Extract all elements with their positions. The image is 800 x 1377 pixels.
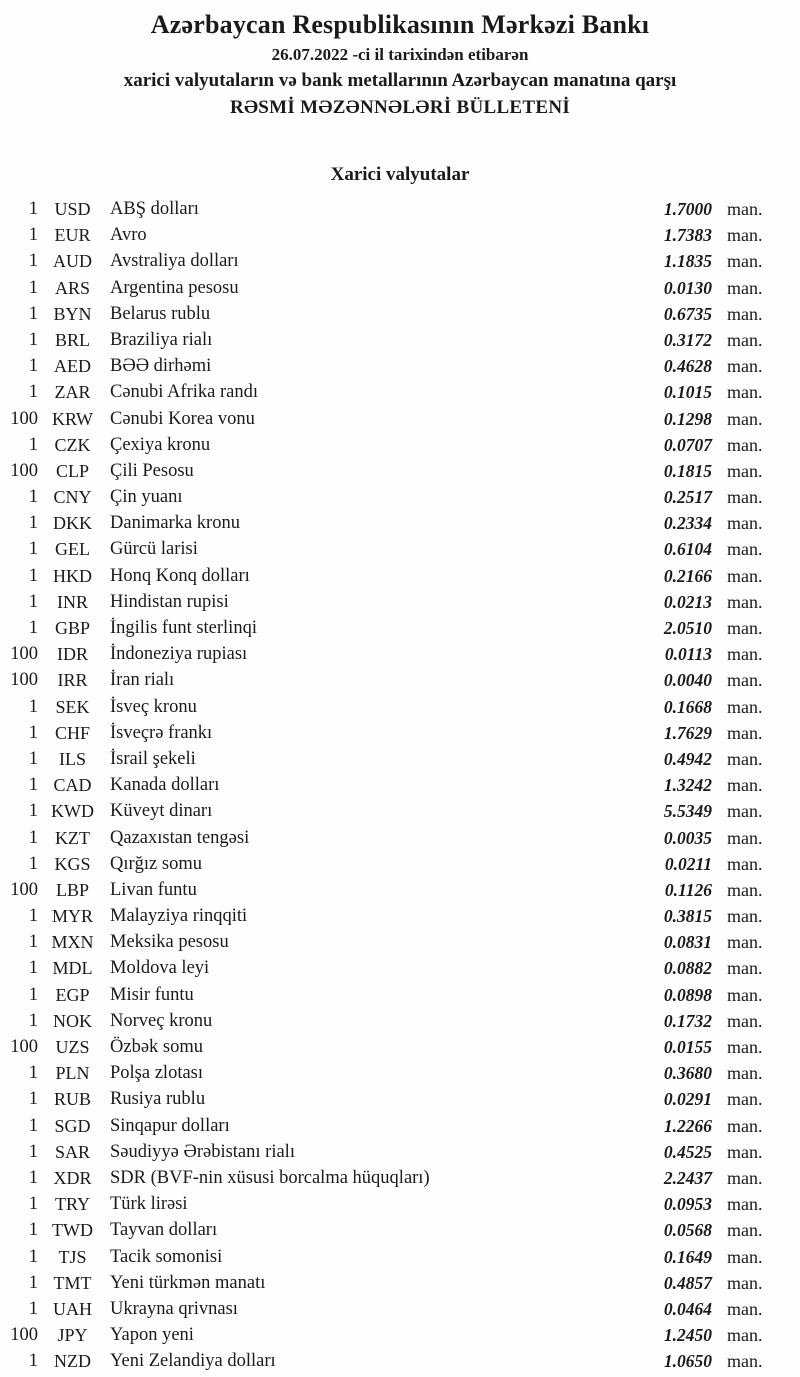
- currency-name: Çexiya kronu: [110, 434, 211, 455]
- currency-code: CHF: [54, 722, 90, 743]
- table-row: [0, 982, 800, 1008]
- unit-label: man.: [727, 434, 763, 455]
- currency-name: Danimarka kronu: [110, 513, 240, 534]
- table-row: [0, 1086, 800, 1112]
- currency-name: İsveçrə frankı: [110, 722, 213, 743]
- quantity-cell: 1: [28, 251, 38, 272]
- quantity-cell: 1: [28, 748, 38, 769]
- currency-name: Qazaxıstan tengəsi: [110, 827, 250, 848]
- unit-label: man.: [727, 329, 763, 350]
- table-row: [0, 510, 800, 536]
- table-row: [0, 877, 800, 903]
- rate-value: 1.3242: [663, 775, 712, 796]
- quantity-cell: 1: [28, 801, 38, 822]
- unit-label: man.: [727, 1194, 763, 1215]
- unit-label: man.: [727, 906, 763, 927]
- unit-label: man.: [727, 801, 763, 822]
- unit-label: man.: [727, 618, 763, 638]
- rate-value: 0.3815: [663, 906, 712, 927]
- table-row: [0, 851, 800, 877]
- rate-value: 0.1668: [663, 696, 712, 717]
- rate-value: 0.1732: [663, 1010, 712, 1031]
- rate-value: 1.7383: [663, 225, 712, 246]
- currency-code: BRL: [54, 329, 90, 350]
- rate-value: 0.0291: [663, 1089, 712, 1110]
- unit-label: man.: [727, 775, 763, 796]
- unit-label: man.: [727, 303, 763, 324]
- table-row: [0, 1348, 800, 1374]
- quantity-cell: 1: [28, 199, 38, 219]
- currency-code: NZD: [54, 1351, 91, 1372]
- currency-name: Cənubi Korea vonu: [110, 408, 255, 429]
- currency-name: Hindistan rupisi: [110, 591, 229, 612]
- currency-code: MYR: [51, 906, 93, 927]
- rate-value: 1.7000: [663, 199, 712, 219]
- quantity-cell: 1: [28, 853, 38, 874]
- currency-name: Rusiya rublu: [110, 1089, 206, 1110]
- rate-value: 0.0035: [663, 827, 712, 848]
- quantity-cell: 1: [28, 932, 38, 953]
- currency-name: BƏƏ dirhəmi: [110, 356, 212, 377]
- table-row: [0, 196, 800, 222]
- currency-code: ZAR: [54, 382, 91, 403]
- quantity-cell: 1: [28, 696, 38, 717]
- quantity-cell: 1: [28, 1220, 38, 1241]
- currency-code: KRW: [51, 408, 93, 429]
- currency-code: PLN: [55, 1063, 90, 1084]
- quantity-cell: 1: [28, 1298, 38, 1319]
- quantity-cell: 1: [28, 958, 38, 979]
- rate-value: 0.0211: [664, 853, 712, 874]
- unit-label: man.: [727, 513, 763, 534]
- unit-label: man.: [727, 1115, 763, 1136]
- unit-label: man.: [727, 1037, 763, 1057]
- currency-name: Avstraliya dolları: [110, 251, 239, 272]
- unit-label: man.: [727, 1325, 763, 1346]
- quantity-cell: 100: [10, 460, 38, 481]
- table-row: [0, 1139, 800, 1165]
- table-row: [0, 1034, 800, 1060]
- currency-code: UZS: [55, 1037, 90, 1057]
- currency-name: Yeni Zelandiya dolları: [110, 1351, 276, 1372]
- quantity-cell: 1: [28, 827, 38, 848]
- unit-label: man.: [727, 696, 763, 717]
- currency-code: SAR: [54, 1141, 90, 1162]
- bulletin-date: 26.07.2022 -ci il tarixindən etibarən: [271, 45, 529, 64]
- currency-code: AUD: [53, 251, 92, 272]
- unit-label: man.: [727, 670, 763, 691]
- currency-code: XDR: [53, 1167, 92, 1188]
- table-row: [0, 275, 800, 301]
- quantity-cell: 1: [28, 1246, 38, 1267]
- table-row: [0, 1008, 800, 1034]
- currency-name: İsveç kronu: [110, 696, 197, 717]
- unit-label: man.: [727, 853, 763, 874]
- currency-code: DKK: [53, 513, 92, 534]
- currency-code: IRR: [57, 670, 88, 691]
- rate-value: 0.0707: [663, 434, 712, 455]
- unit-label: man.: [727, 382, 763, 403]
- currency-name: Sinqapur dolları: [110, 1115, 230, 1136]
- rate-value: 0.0464: [663, 1298, 712, 1319]
- quantity-cell: 1: [28, 303, 38, 324]
- quantity-cell: 100: [10, 408, 38, 429]
- table-row: [0, 1165, 800, 1191]
- rate-value: 0.1815: [663, 460, 712, 481]
- currency-name: İsrail şekeli: [110, 748, 196, 769]
- currency-code: BYN: [53, 303, 92, 324]
- quantity-cell: 100: [10, 1325, 38, 1346]
- unit-label: man.: [727, 827, 763, 848]
- rate-value: 0.0040: [663, 670, 712, 691]
- currency-code: SEK: [55, 696, 90, 717]
- table-row: [0, 536, 800, 562]
- unit-label: man.: [727, 879, 763, 900]
- currency-code: CLP: [55, 460, 89, 481]
- currency-name: Küveyt dinarı: [110, 801, 213, 822]
- currency-code: GBP: [54, 618, 90, 638]
- currency-name: ABŞ dolları: [110, 199, 199, 219]
- currency-code: MDL: [52, 958, 93, 979]
- rate-value: 0.0568: [663, 1220, 712, 1241]
- table-row: [0, 615, 800, 641]
- currency-code: USD: [54, 199, 91, 219]
- currency-code: SGD: [54, 1115, 91, 1136]
- currency-name: Argentina pesosu: [110, 277, 239, 298]
- table-row: [0, 589, 800, 615]
- quantity-cell: 100: [10, 1037, 38, 1057]
- table-row: [0, 825, 800, 851]
- table-row: [0, 1322, 800, 1348]
- quantity-cell: 1: [28, 1194, 38, 1215]
- unit-label: man.: [727, 225, 763, 246]
- table-row: [0, 248, 800, 274]
- unit-label: man.: [727, 591, 763, 612]
- table-row: [0, 379, 800, 405]
- quantity-cell: 1: [28, 1167, 38, 1188]
- currency-name: Livan funtu: [110, 879, 197, 900]
- rate-value: 0.6735: [663, 303, 712, 324]
- currency-code: RUB: [53, 1089, 91, 1110]
- currency-code: NOK: [53, 1010, 92, 1031]
- table-row: [0, 563, 800, 589]
- currency-name: Qırğız somu: [110, 853, 202, 874]
- currency-code: TMT: [53, 1272, 92, 1293]
- currency-code: EGP: [55, 984, 90, 1005]
- quantity-cell: 1: [28, 906, 38, 927]
- currency-name: Norveç kronu: [110, 1010, 213, 1031]
- unit-label: man.: [727, 958, 763, 979]
- quantity-cell: 1: [28, 775, 38, 796]
- table-row: [0, 798, 800, 824]
- currency-code: MXN: [51, 932, 94, 953]
- rate-value: 0.0113: [664, 644, 712, 665]
- currency-name: Türk lirəsi: [110, 1194, 188, 1215]
- rate-value: 5.5349: [663, 801, 712, 822]
- rate-value: 0.4628: [663, 356, 712, 377]
- currency-name: Yeni türkmən manatı: [110, 1272, 266, 1293]
- unit-label: man.: [727, 487, 763, 508]
- quantity-cell: 1: [28, 487, 38, 508]
- bulletin-header: [0, 0, 800, 122]
- table-row: [0, 1296, 800, 1322]
- unit-label: man.: [727, 1272, 763, 1293]
- rate-value: 0.1126: [664, 879, 712, 900]
- unit-label: man.: [727, 251, 763, 272]
- unit-label: man.: [727, 644, 763, 665]
- quantity-cell: 1: [28, 513, 38, 534]
- table-row: [0, 301, 800, 327]
- rate-value: 0.0213: [663, 591, 712, 612]
- table-row: [0, 1217, 800, 1243]
- unit-label: man.: [727, 748, 763, 769]
- rate-value: 1.0650: [663, 1351, 712, 1372]
- currency-name: Kanada dolları: [110, 775, 220, 796]
- currency-name: Tacik somonisi: [110, 1246, 223, 1267]
- currency-name: Moldova leyi: [110, 958, 210, 979]
- quantity-cell: 1: [28, 1141, 38, 1162]
- currency-code: HKD: [53, 565, 92, 586]
- currency-name: Meksika pesosu: [110, 932, 229, 953]
- bulletin-subtitle: xarici valyutaların və bank metallarının Azərbaycan manatına qarşı: [123, 70, 677, 91]
- currency-name: Malayziya rinqqiti: [110, 906, 248, 927]
- unit-label: man.: [727, 277, 763, 298]
- currency-code: AED: [54, 356, 91, 377]
- unit-label: man.: [727, 1141, 763, 1162]
- rate-value: 0.1298: [663, 408, 712, 429]
- quantity-cell: 1: [28, 591, 38, 612]
- currency-name: Yapon yeni: [110, 1325, 194, 1346]
- unit-label: man.: [727, 1089, 763, 1110]
- currency-name: Polşa zlotası: [110, 1063, 204, 1084]
- quantity-cell: 1: [28, 722, 38, 743]
- currency-name: İran rialı: [110, 670, 175, 691]
- quantity-cell: 100: [10, 670, 38, 691]
- rate-value: 0.6104: [663, 539, 712, 560]
- table-row: [0, 484, 800, 510]
- currency-name: Honq Konq dolları: [110, 565, 250, 586]
- quantity-cell: 1: [28, 382, 38, 403]
- currency-code: KGS: [54, 853, 91, 874]
- currency-code: INR: [57, 591, 88, 612]
- rate-value: 0.3680: [663, 1063, 712, 1084]
- quantity-cell: 1: [28, 1063, 38, 1084]
- currency-name: İngilis funt sterlinqi: [110, 618, 257, 638]
- rate-value: 0.0953: [663, 1194, 712, 1215]
- rate-value: 0.4942: [663, 748, 712, 769]
- quantity-cell: 1: [28, 225, 38, 246]
- currency-table: [0, 196, 800, 1374]
- unit-label: man.: [727, 565, 763, 586]
- table-row: [0, 222, 800, 248]
- table-row: [0, 1060, 800, 1086]
- currency-code: TWD: [52, 1220, 93, 1241]
- table-row: [0, 432, 800, 458]
- quantity-cell: 1: [28, 539, 38, 560]
- quantity-cell: 100: [10, 644, 38, 665]
- table-row: [0, 903, 800, 929]
- currency-name: Səudiyyə Ərəbistanı rialı: [110, 1141, 295, 1162]
- currency-code: CZK: [54, 434, 91, 455]
- rate-value: 0.0831: [663, 932, 712, 953]
- unit-label: man.: [727, 1351, 763, 1372]
- table-row: [0, 1113, 800, 1139]
- currency-name: İndoneziya rupiası: [110, 644, 248, 665]
- table-row: [0, 458, 800, 484]
- rate-value: 0.3172: [663, 329, 712, 350]
- rate-value: 0.1649: [663, 1246, 712, 1267]
- currency-name: Çin yuanı: [110, 487, 183, 508]
- rate-value: 1.1835: [663, 251, 712, 272]
- quantity-cell: 1: [28, 329, 38, 350]
- currency-name: Cənubi Afrika randı: [110, 382, 258, 403]
- unit-label: man.: [727, 932, 763, 953]
- rate-value: 0.2334: [663, 513, 712, 534]
- unit-label: man.: [727, 539, 763, 560]
- quantity-cell: 1: [28, 1010, 38, 1031]
- currency-name: SDR (BVF-nin xüsusi borcalma hüquqları): [110, 1167, 430, 1188]
- rate-value: 0.0898: [663, 984, 712, 1005]
- currency-name: Çili Pesosu: [110, 460, 194, 481]
- quantity-cell: 1: [28, 1089, 38, 1110]
- table-row: [0, 1270, 800, 1296]
- table-row: [0, 955, 800, 981]
- table-row: [0, 667, 800, 693]
- quantity-cell: 1: [28, 356, 38, 377]
- table-row: [0, 641, 800, 667]
- table-row: [0, 327, 800, 353]
- unit-label: man.: [727, 1010, 763, 1031]
- table-row: [0, 353, 800, 379]
- quantity-cell: 1: [28, 984, 38, 1005]
- currency-code: IDR: [57, 644, 88, 665]
- unit-label: man.: [727, 408, 763, 429]
- currency-code: TRY: [54, 1194, 90, 1215]
- currency-name: Özbək somu: [110, 1037, 203, 1057]
- currency-code: TJS: [58, 1246, 87, 1267]
- unit-label: man.: [727, 1246, 763, 1267]
- rate-value: 0.0155: [663, 1037, 712, 1057]
- table-row: [0, 746, 800, 772]
- unit-label: man.: [727, 1167, 763, 1188]
- currency-name: Braziliya rialı: [110, 329, 213, 350]
- rate-value: 1.2450: [663, 1325, 712, 1346]
- quantity-cell: 1: [28, 434, 38, 455]
- currency-name: Tayvan dolları: [110, 1220, 218, 1241]
- currency-name: Belarus rublu: [110, 303, 211, 324]
- rate-value: 0.4857: [663, 1272, 712, 1293]
- currency-code: ARS: [54, 277, 90, 298]
- rate-value: 0.2517: [663, 487, 712, 508]
- unit-label: man.: [727, 1298, 763, 1319]
- table-row: [0, 929, 800, 955]
- currency-code: GEL: [55, 539, 90, 560]
- quantity-cell: 100: [10, 879, 38, 900]
- table-row: [0, 720, 800, 746]
- currency-code: JPY: [57, 1325, 88, 1346]
- quantity-cell: 1: [28, 1351, 38, 1372]
- table-row: [0, 1244, 800, 1270]
- quantity-cell: 1: [28, 1272, 38, 1293]
- table-row: [0, 772, 800, 798]
- currency-name: Gürcü larisi: [110, 539, 198, 560]
- currency-code: CAD: [53, 775, 92, 796]
- table-row: [0, 694, 800, 720]
- unit-label: man.: [727, 1220, 763, 1241]
- rate-value: 1.2266: [663, 1115, 712, 1136]
- quantity-cell: 1: [28, 277, 38, 298]
- quantity-cell: 1: [28, 565, 38, 586]
- rate-value: 0.0882: [663, 958, 712, 979]
- unit-label: man.: [727, 984, 763, 1005]
- currency-code: ILS: [59, 748, 86, 769]
- currency-name: Ukrayna qrivnası: [110, 1298, 238, 1319]
- rate-value: 0.0130: [663, 277, 712, 298]
- unit-label: man.: [727, 1063, 763, 1084]
- currency-code: KWD: [51, 801, 94, 822]
- table-row: [0, 406, 800, 432]
- unit-label: man.: [727, 199, 763, 219]
- currency-code: CNY: [53, 487, 92, 508]
- quantity-cell: 1: [28, 618, 38, 638]
- rate-value: 0.4525: [663, 1141, 712, 1162]
- table-row: [0, 1191, 800, 1217]
- bulletin-title-caps: RƏSMİ MƏZƏNNƏLƏRİ BÜLLETENİ: [229, 97, 571, 118]
- currency-code: KZT: [55, 827, 90, 848]
- unit-label: man.: [727, 460, 763, 481]
- currency-code: LBP: [55, 879, 89, 900]
- currency-code: UAH: [53, 1298, 92, 1319]
- rate-value: 1.7629: [663, 722, 712, 743]
- rate-value: 2.2437: [663, 1167, 712, 1188]
- rate-value: 0.1015: [663, 382, 712, 403]
- unit-label: man.: [727, 356, 763, 377]
- currency-name: Avro: [110, 225, 147, 246]
- unit-label: man.: [727, 722, 763, 743]
- currency-code: EUR: [54, 225, 91, 246]
- currency-name: Misir funtu: [110, 984, 194, 1005]
- page-title: Azərbaycan Respublikasının Mərkəzi Bankı: [150, 10, 650, 39]
- rate-value: 0.2166: [663, 565, 712, 586]
- section-title: Xarici valyutalar: [330, 164, 470, 185]
- quantity-cell: 1: [28, 1115, 38, 1136]
- rate-value: 2.0510: [663, 618, 712, 638]
